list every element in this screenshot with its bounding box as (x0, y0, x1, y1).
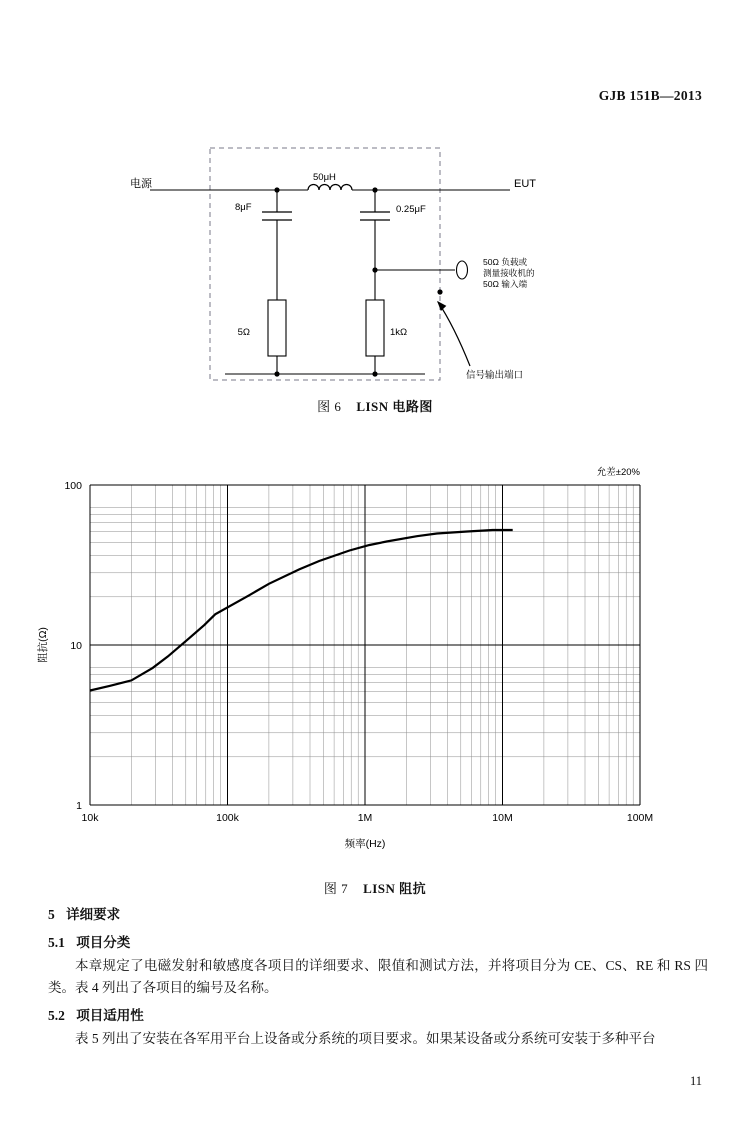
output-connector-symbol (457, 261, 468, 279)
resistor-1kohm-label: 1kΩ (390, 327, 408, 338)
signal-port-label: 信号输出端口 (466, 370, 524, 381)
section-5-2-heading (48, 1005, 708, 1027)
figure-7-caption-title: LISN 阻抗 (363, 881, 427, 896)
capacitor-8uf-label: 8μF (235, 202, 252, 213)
capacitor-8uf-symbol (262, 212, 292, 220)
y-tick-10: 10 (70, 640, 82, 652)
section-5-1-title: 项目分类 (76, 935, 131, 950)
capacitor-025uf-label: 0.25μF (396, 204, 426, 215)
x-tick-100k: 100k (216, 812, 239, 824)
port-note-line1: 50Ω 负载或 (483, 257, 528, 267)
x-axis-title: 频率(Hz) (344, 838, 386, 850)
y-tick-100: 100 (64, 480, 82, 492)
figure-6-lisn-circuit (0, 130, 750, 420)
resistor-5ohm-symbol (268, 300, 286, 356)
x-tick-1m: 1M (357, 812, 373, 824)
section-5-2-number: 5.2 (48, 1008, 65, 1023)
eut-label: EUT (514, 178, 536, 190)
figure-7-caption (0, 878, 750, 897)
port-note-line3: 50Ω 输入端 (483, 279, 528, 289)
inductor-50uh-symbol (308, 185, 352, 191)
page-number: 11 (689, 1074, 702, 1088)
y-axis-title: 阻抗(Ω) (37, 627, 49, 663)
signal-port-pointer-line (438, 302, 470, 366)
x-axis-tick-labels (82, 812, 654, 824)
resistor-5ohm-label: 5Ω (237, 327, 250, 338)
resistor-1kohm-symbol (366, 300, 384, 356)
section-5-1-paragraph: 本章规定了电磁发射和敏感度各项目的详细要求、限值和测试方法，并将项目分为 CE、CS、RE 和 RS 四类。表 4 列出了各项目的编号及名称。 (48, 958, 708, 995)
section-5-2-paragraph: 表 5 列出了安装在各军用平台上设备或分系统的项目要求。如果某设备或分系统可安装于多种平台 (75, 1031, 656, 1046)
x-tick-100m: 100M (626, 812, 654, 824)
figure-6-caption (0, 396, 750, 415)
section-5-heading (48, 904, 708, 926)
section-5-1-number: 5.1 (48, 935, 65, 950)
standard-id-header: GJB 151B—2013 (598, 88, 702, 103)
y-tick-1: 1 (76, 800, 82, 812)
figure-6-svg (0, 130, 750, 420)
figure-7-svg (0, 455, 750, 865)
section-5-1-heading (48, 932, 708, 954)
impedance-curve (90, 530, 513, 691)
port-note-line2: 测量接收机的 (483, 268, 535, 278)
y-axis-tick-labels (64, 480, 82, 812)
signal-port-pointer-arrowhead (438, 302, 446, 310)
x-tick-10m: 10M (492, 812, 513, 824)
x-tick-10k: 10k (81, 812, 99, 824)
figure-6-caption-prefix: 图 6 (317, 399, 342, 414)
section-5-2-title: 项目适用性 (76, 1008, 144, 1023)
section-5-title: 详细要求 (66, 907, 121, 922)
figure-7-caption-prefix: 图 7 (323, 881, 349, 896)
figure-7-lisn-impedance (0, 455, 750, 865)
figure-6-caption-title: LISN 电路图 (356, 399, 433, 414)
capacitor-025uf-symbol (360, 212, 390, 220)
tolerance-note: 允差±20% (596, 467, 640, 478)
node-dot-connector-shell (437, 289, 442, 294)
section-5-number: 5 (48, 907, 55, 922)
inductor-label: 50μH (313, 172, 336, 183)
source-label: 电源 (130, 178, 152, 190)
